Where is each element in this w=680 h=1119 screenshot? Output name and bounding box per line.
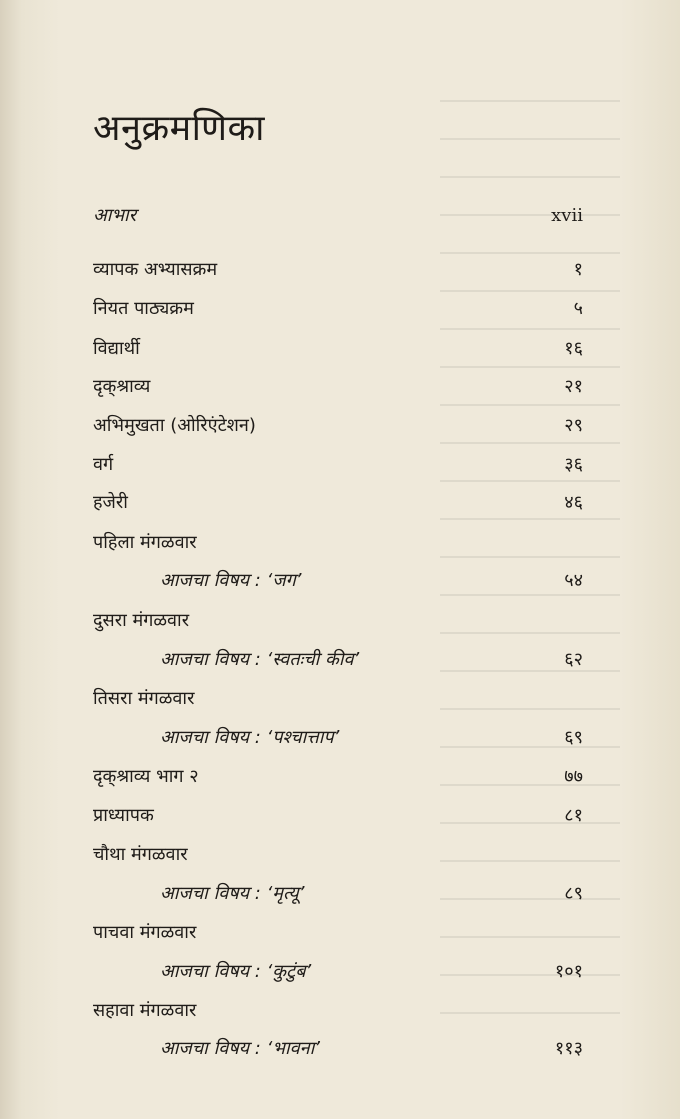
toc-entry-page: २९	[564, 415, 583, 436]
toc-entry-label: पाचवा मंगळवार	[93, 922, 197, 943]
toc-entry-label: तिसरा मंगळवार	[93, 688, 195, 709]
toc-entry	[93, 413, 583, 443]
toc-entry-label: व्यापक अभ्यासक्रम	[93, 259, 218, 280]
toc-entry-page: १६	[564, 338, 583, 359]
toc-entry-label: नियत पाठ्यक्रम	[93, 298, 194, 319]
toc-entry-page: १	[573, 259, 583, 280]
toc-entry	[93, 803, 583, 833]
toc-entry-page: xvii	[551, 205, 583, 226]
toc-entry-page: ६९	[564, 727, 583, 748]
toc-entry-label: दुसरा मंगळवार	[93, 610, 190, 631]
toc-entry-page: ५	[573, 298, 583, 319]
toc-entry-label: आजचा विषय : ‘भावना’	[160, 1038, 321, 1059]
toc-entry	[93, 764, 583, 794]
toc-entry-label: अभिमुखता (ओरिएंटेशन)	[93, 415, 256, 436]
toc-entry-page: ३६	[564, 454, 583, 475]
toc-entry	[93, 296, 583, 326]
toc-subentry	[160, 959, 583, 989]
toc-entry	[93, 336, 583, 366]
toc-entry	[93, 257, 583, 287]
toc-entry-page: १०१	[554, 961, 583, 982]
toc-section-heading	[93, 842, 583, 872]
toc-subentry	[160, 1036, 583, 1066]
toc-entry-label: प्राध्यापक	[93, 805, 154, 826]
toc-entry-label: आजचा विषय : ‘पश्चात्ताप’	[160, 727, 340, 748]
toc-entry-page: ८१	[564, 805, 583, 826]
toc-section-heading	[93, 998, 583, 1028]
toc-section-heading	[93, 608, 583, 638]
toc-entry-page: ७७	[564, 766, 583, 787]
toc-entry-label: आजचा विषय : ‘जग’	[160, 570, 302, 591]
toc-section-heading	[93, 920, 583, 950]
toc-entry-label: हजेरी	[93, 492, 128, 513]
toc-entry-label: आजचा विषय : ‘कुटुंब’	[160, 961, 312, 982]
toc-subentry	[160, 647, 583, 677]
toc-entry-label: वर्ग	[93, 454, 114, 475]
toc-entry-page: ४६	[564, 492, 583, 513]
toc-entry-label: दृक्‌श्राव्य भाग २	[93, 766, 199, 787]
toc-entry-label: आजचा विषय : ‘मृत्यू’	[160, 883, 305, 904]
toc-section-heading	[93, 530, 583, 560]
toc-entry-page: ११३	[554, 1038, 583, 1059]
toc-entry-label: आभार	[93, 205, 137, 226]
toc-subentry	[160, 568, 583, 598]
toc-entry	[93, 452, 583, 482]
toc-entry-label: चौथा मंगळवार	[93, 844, 188, 865]
toc-entry-label: दृक्‌श्राव्य	[93, 376, 151, 397]
toc-entry-acknowledgements	[93, 203, 583, 233]
toc-entry	[93, 374, 583, 404]
toc-entry-page: ५४	[564, 570, 583, 591]
toc-entry	[93, 490, 583, 520]
toc-section-heading	[93, 686, 583, 716]
toc-subentry	[160, 881, 583, 911]
toc-subentry	[160, 725, 583, 755]
toc-entry-label: सहावा मंगळवार	[93, 1000, 197, 1021]
toc-entry-page: २१	[564, 376, 583, 397]
toc-entry-label: पहिला मंगळवार	[93, 532, 197, 553]
toc-entry-page: ६२	[564, 649, 583, 670]
contents-title: अनुक्रमणिका	[93, 108, 265, 149]
toc-entry-label: विद्यार्थी	[93, 338, 140, 359]
toc-entry-page: ८९	[564, 883, 583, 904]
toc-entry-label: आजचा विषय : ‘स्वतःची कीव’	[160, 649, 360, 670]
